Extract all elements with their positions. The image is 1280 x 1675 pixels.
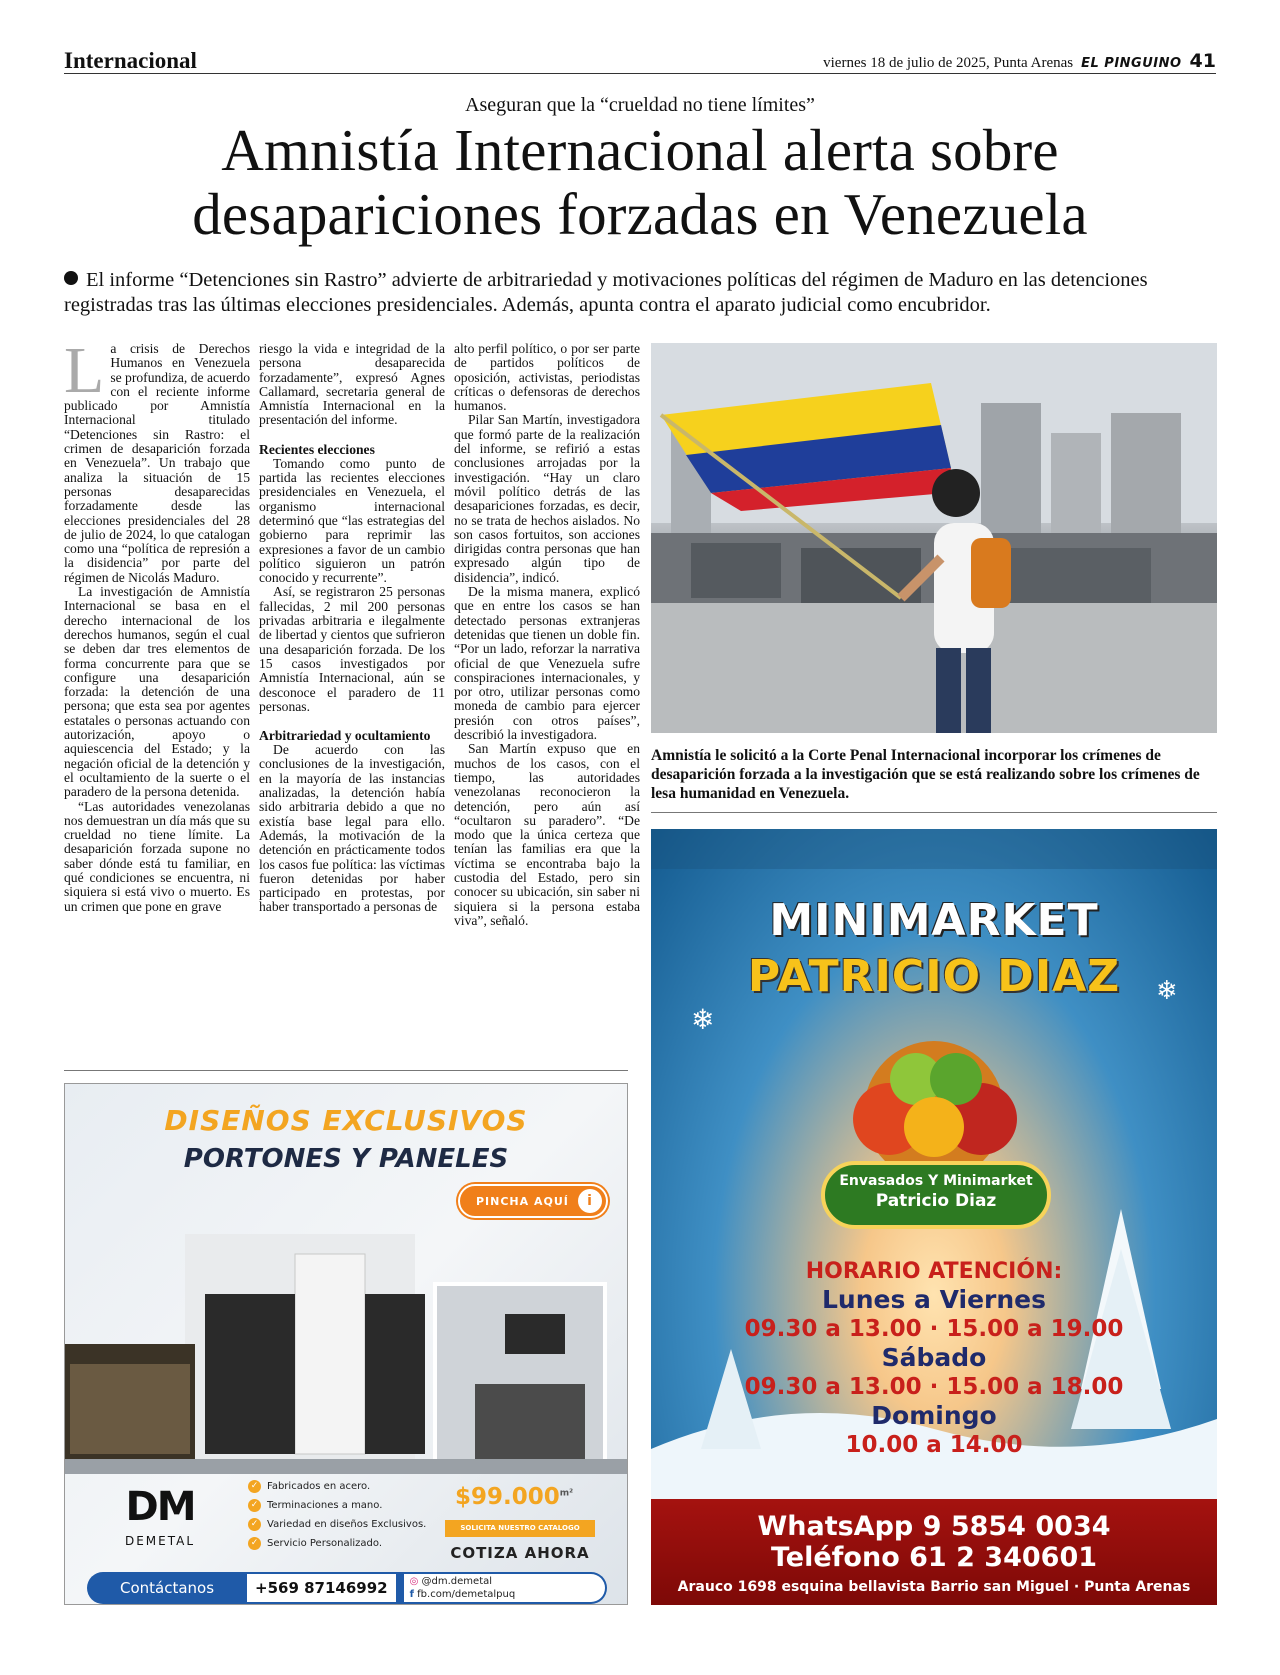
minimarket-advertisement — [651, 829, 1217, 1605]
demetal-advertisement[interactable] — [64, 1083, 628, 1605]
minimarket-owner: PATRICIO DIAZ — [747, 951, 1121, 1002]
lead-text: El informe “Detenciones sin Rastro” advierte de arbitrariedad y motivaciones políticas del régimen de Maduro en las detenciones registradas tras las últimas elecciones presidenciales. Además, apunta contra el aparato judicial como encubridor. — [64, 269, 1148, 316]
check-icon: ✓ — [248, 1518, 261, 1531]
whatsapp-number[interactable]: WhatsApp 9 5854 0034 — [757, 1511, 1111, 1542]
paragraph: Tomando como punto de partida las recientes elecciones presidenciales en Venezuela, el organismo internacional determinó que “las estrategias del gobierno para reprimir las expresiones a favor de un cambio político siguieron un patrón conocido y recurrente”. — [259, 455, 445, 586]
instagram-icon: ◎ — [409, 1576, 419, 1587]
pincha-aqui-button[interactable]: PINCHA AQUÍ i — [458, 1184, 608, 1218]
paragraph: Así, se registraron 25 personas fallecidas, 2 mil 200 personas privadas arbitraria e ilegalmente de libertad y cientos que sufrieron una desaparición forzada. De los 15 casos investigados por Amnistía Internacional, aún se desconoce el paradero de 11 personas. — [259, 584, 445, 714]
minimarket-title: MINIMARKET — [769, 895, 1099, 946]
phone-number[interactable]: +569 87146992 — [247, 1574, 396, 1602]
check-icon: ✓ — [248, 1499, 261, 1512]
divider — [64, 1070, 628, 1071]
paragraph: De la misma manera, explicó que en entre los casos se han detectado personas extranjeras detenidas que tienen un doble fin. “Por un lado, reforzar la narrativa oficial de que Venezuela sufre conspiraciones internacionales, y por otro, utilizar personas como moneda de cambio para ejercer presión con otros países”, describió la investigadora. — [454, 584, 640, 743]
list-item: ✓ Terminaciones a mano. — [248, 1496, 426, 1515]
paragraph: riesgo la vida e integridad de la persona desaparecida forzadamente”, expresó Agnes Callamard, secretaria general de Amnistía Internacional en la presentación del informe. — [259, 341, 445, 428]
contact-bar — [87, 1572, 607, 1604]
gates-photo-collage — [65, 1224, 628, 1474]
list-item: ✓ Variedad en diseños Exclusivos. — [248, 1515, 426, 1534]
header-right — [823, 50, 1216, 72]
minimarket-badge: Envasados Y Minimarket Patricio Diaz — [821, 1161, 1051, 1229]
article-column-3 — [454, 342, 640, 928]
subheading: Arbitrariedad y ocultamiento — [259, 728, 431, 744]
info-icon: i — [578, 1189, 602, 1213]
demetal-name: DEMETAL — [124, 1534, 196, 1548]
article-column-1 — [64, 334, 250, 914]
section-name: Internacional — [64, 48, 197, 73]
ad-subtitle: PORTONES Y PANELES — [183, 1144, 509, 1174]
demetal-brand — [105, 1484, 215, 1548]
opening-hours: HORARIO ATENCIÓN: Lunes a Viernes 09.30 a 13.00 · 15.00 a 19.00 Sábado 09.30 a 13.00 · 15.00 a 18.00 Domingo 10.00 a 14.00 — [744, 1259, 1124, 1458]
paragraph: San Martín expuso que en muchos de los casos, con el tiempo, las autoridades venezolanas reconocieron la detención, pero aún así “ocultaron su paradero”. “De modo que la única certeza que tenían las familias era que la víctima se encontraba bajo la custodia del Estado, pero sin conocer su ubicación, sin saber ni siquiera si la persona estaba viva”, señaló. — [454, 741, 640, 928]
paragraph: De acuerdo con las conclusiones de la investigación, en la mayoría de las instancias analizadas, la detención había sido arbitraria debido a que no existía base legal para ello. Además, la motivación de la detención en prácticamente todos los casos fue política: las víctimas fueron detenidas por haber participado en protestas, por haber transportado a personas de — [259, 742, 445, 915]
telephone-number[interactable]: Teléfono 61 2 340601 — [770, 1542, 1098, 1573]
check-icon: ✓ — [248, 1480, 261, 1493]
social-links — [404, 1574, 605, 1602]
page-header — [64, 48, 1216, 74]
newspaper-brand: EL PINGUINO — [1081, 56, 1182, 71]
bullet-icon — [64, 271, 78, 285]
svg-text:❄: ❄ — [1156, 976, 1178, 1006]
list-item: ✓ Fabricados en acero. — [248, 1477, 426, 1496]
ad-title: DISEÑOS EXCLUSIVOS — [164, 1104, 528, 1137]
headline-line-1: Amnistía Internacional alerta sobre — [221, 117, 1059, 183]
catalog-button[interactable]: SOLICITA NUESTRO CATALOGO — [445, 1520, 595, 1537]
demetal-logo: DM — [125, 1484, 195, 1530]
headline-line-2: desapariciones forzadas en Venezuela — [192, 181, 1088, 247]
drop-cap: L — [64, 334, 105, 407]
facebook-link[interactable]: f fb.com/demetalpuq — [409, 1589, 516, 1600]
article-column-2 — [259, 342, 445, 915]
check-icon: ✓ — [248, 1537, 261, 1550]
divider — [651, 812, 1217, 813]
dateline: viernes 18 de julio de 2025, Punta Arenas — [823, 55, 1074, 71]
paragraph: “Las autoridades venezolanas nos demuestran un día más que su crueldad no tiene límite. La desaparición forzada supone no saber dónde está tu familiar, en qué condiciones se encuentra, ni siquiera si está vivo o muerto. Es un crimen que pone en grave — [64, 798, 250, 914]
photo-caption: Amnistía le solicitó a la Corte Penal Internacional incorporar los crímenes de desaparición forzada a la investigación que se está realizando sobre los crímenes de lesa humanidad en Venezuela. — [651, 747, 1200, 802]
facebook-icon: f — [409, 1589, 414, 1600]
contact-footer — [651, 1499, 1217, 1605]
article-lead — [64, 268, 1224, 318]
price: $\$99.000^{m^2}$ — [455, 1484, 574, 1510]
protester-flag-illustration — [651, 343, 1217, 733]
store-address: Arauco 1698 esquina bellavista Barrio san Miguel · Punta Arenas — [677, 1579, 1191, 1595]
article-headline — [60, 118, 1220, 246]
instagram-link[interactable]: ◎ @dm.demetal — [409, 1576, 493, 1587]
features-list — [248, 1477, 426, 1553]
paragraph: La investigación de Amnistía Internacional se basa en el derecho internacional de los derechos humanos, según el cual se deben dar tres elementos de forma concurrente para que se configure una desaparición forzada: la detención de una persona; que esta sea por agentes estatales o personas actuando con autorización, apoyo o aquiescencia del Estado; y la negación oficial de la detención y el ocultamiento de la suerte o el paradero de la persona detenida. — [64, 584, 250, 800]
paragraph: Pilar San Martín, investigadora que formó parte de la realización del informe, se refirió a estas conclusiones arrojadas por la investigación. “Hay un claro móvil político detrás de las desapariciones forzadas, es decir, no se trata de hechos aislados. No son casos fortuitos, son acciones dirigidas contra personas que han expresado algún tipo de disidencia”, indicó. — [454, 412, 640, 585]
paragraph: La crisis de Derechos Humanos en Venezuela se profundiza, de acuerdo con el reciente informe publicado por Amnistía Internacional titulado “Detenciones sin Rastro: el crimen de desaparición forzada en Venezuela”. Un trabajo que analiza la situación de 15 personas desaparecidas forzadamente desde las elecciones presidenciales del 28 de julio de 2024, lo que catalogan como una “política de represión a la disidencia” por parte del régimen de Nicolás Maduro. — [64, 334, 250, 585]
page-number: 41 — [1189, 50, 1216, 72]
article-kicker: Aseguran que la “crueldad no tiene límites” — [465, 94, 815, 116]
article-photo — [651, 343, 1217, 733]
contact-label: Contáctanos — [119, 1579, 215, 1597]
cotiza-ahora-button[interactable]: COTIZA AHORA — [450, 1544, 590, 1562]
paragraph: alto perfil político, o por ser parte de partidos políticos de oposición, activistas, periodistas críticas o defensoras de derechos humanos. — [454, 341, 640, 414]
list-item: ✓ Servicio Personalizado. — [248, 1534, 426, 1553]
svg-text:❄: ❄ — [691, 1003, 715, 1036]
subheading: Recientes elecciones — [259, 441, 375, 457]
